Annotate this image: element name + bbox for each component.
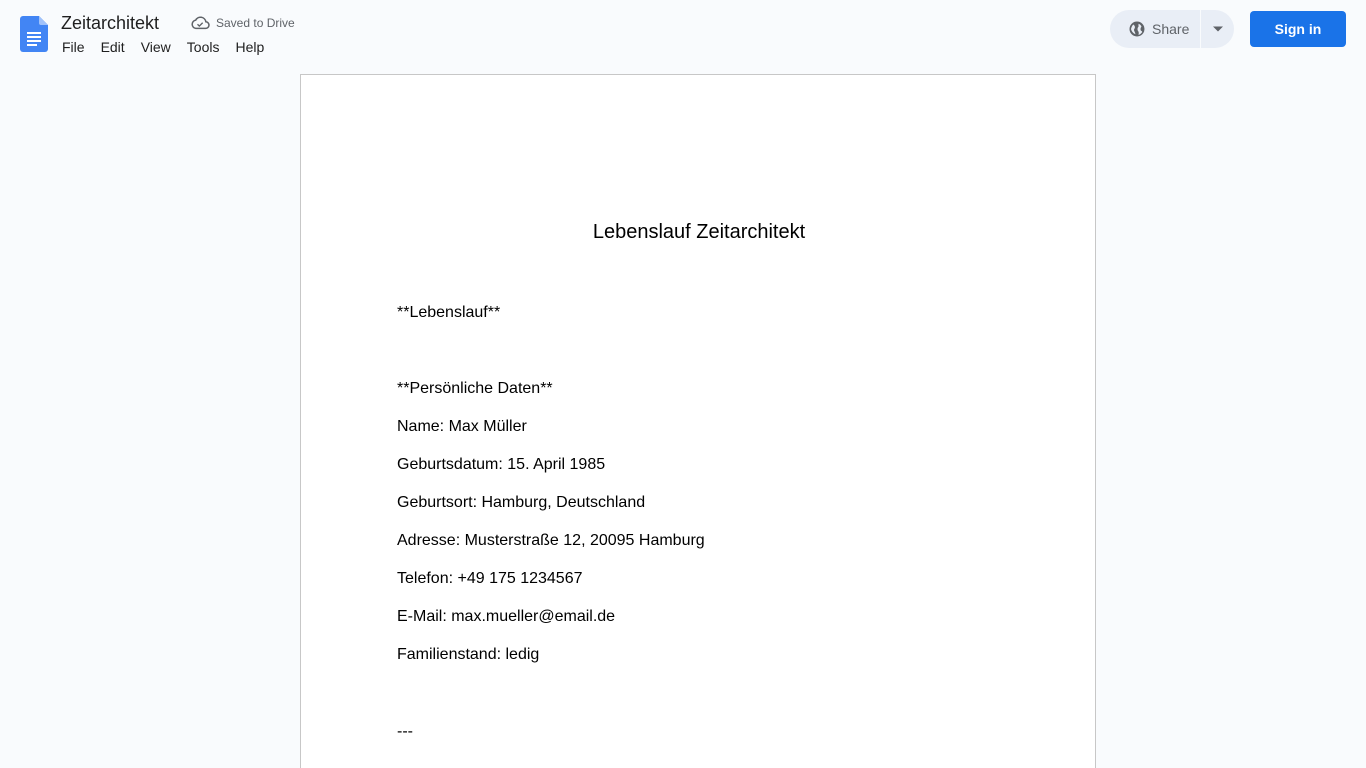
doc-line: Geburtsort: Hamburg, Deutschland — [397, 494, 646, 511]
globe-icon — [1128, 20, 1146, 38]
save-status[interactable] — [190, 14, 295, 32]
menu-tools[interactable]: Tools — [186, 39, 220, 55]
app-header — [0, 0, 1366, 64]
doc-line: **Persönliche Daten** — [397, 380, 553, 397]
share-label: Share — [1152, 21, 1190, 37]
menu-help[interactable]: Help — [235, 39, 265, 55]
document-heading: Lebenslauf Zeitarchitekt — [592, 221, 806, 243]
share-options-button[interactable] — [1201, 10, 1234, 48]
caret-down-icon — [1213, 26, 1223, 32]
menu-edit[interactable]: Edit — [100, 39, 125, 55]
doc-line: **Lebenslauf** — [397, 304, 501, 321]
doc-line: Name: Max Müller — [397, 418, 527, 435]
doc-line: Geburtsdatum: 15. April 1985 — [397, 456, 606, 473]
docs-logo-icon[interactable] — [20, 16, 48, 52]
doc-line: E-Mail: max.mueller@email.de — [397, 608, 616, 625]
doc-line: --- — [397, 723, 413, 740]
doc-line: Adresse: Musterstraße 12, 20095 Hamburg — [397, 532, 705, 549]
menu-bar — [54, 36, 272, 58]
document-title[interactable]: Zeitarchitekt — [61, 13, 160, 33]
save-status-text: Saved to Drive — [216, 16, 295, 30]
menu-file[interactable]: File — [62, 39, 85, 55]
cloud-done-icon — [190, 15, 210, 31]
doc-line: Familienstand: ledig — [397, 646, 540, 663]
doc-line: Telefon: +49 175 1234567 — [397, 570, 583, 587]
document-page[interactable] — [300, 74, 1096, 768]
menu-view[interactable]: View — [140, 39, 171, 55]
share-group — [1110, 10, 1234, 48]
share-button[interactable] — [1110, 10, 1200, 48]
sign-in-button[interactable]: Sign in — [1250, 11, 1346, 47]
